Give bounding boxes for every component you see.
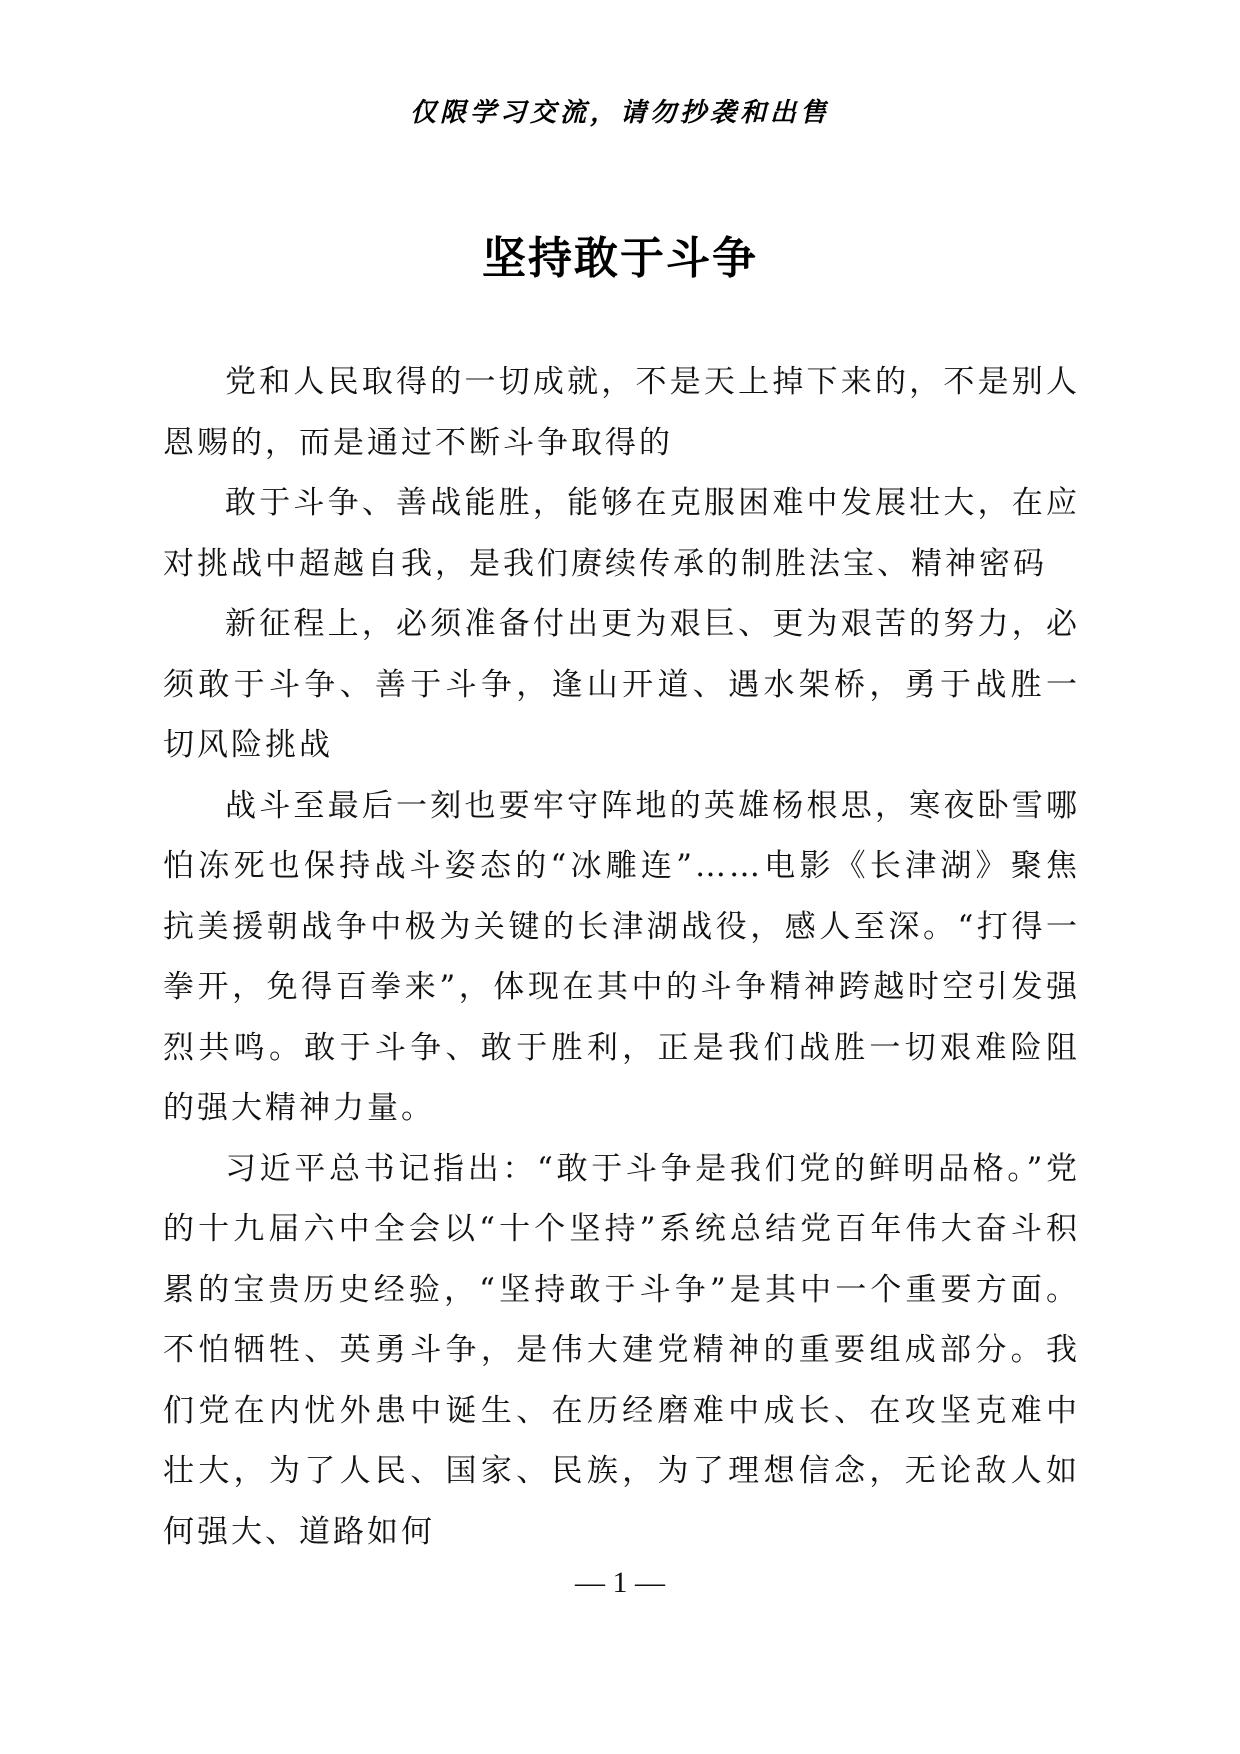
paragraph: 战斗至最后一刻也要牢守阵地的英雄杨根思，寒夜卧雪哪怕冻死也保持战斗姿态的“冰雕连”……电影《长津湖》聚焦抗美援朝战争中极为关键的长津湖战役，感人至深。“打得一拳开，免得百拳来”，体现在其中的斗争精神跨越时空引发强烈共鸣。敢于斗争、敢于胜利，正是我们战胜一切艰难险阻的强大精神力量。 — [163, 787, 1080, 1126]
page-number: — 1 — — [575, 1566, 665, 1599]
document-title: 坚持敢于斗争 — [482, 233, 758, 284]
document-body — [163, 352, 1080, 1562]
paragraph: 新征程上，必须准备付出更为艰巨、更为艰苦的努力，必须敢于斗争、善于斗争，逢山开道、遇水架桥，勇于战胜一切风险挑战 — [163, 606, 1080, 763]
paragraph: 习近平总书记指出：“敢于斗争是我们党的鲜明品格。”党的十九届六中全会以“十个坚持”系统总结党百年伟大奋斗积累的宝贵历史经验，“坚持敢于斗争”是其中一个重要方面。不怕牺牲、英勇斗争，是伟大建党精神的重要组成部分。我们党在内忧外患中诞生、在历经磨难中成长、在攻坚克难中壮大，为了人民、国家、民族，为了理想信念，无论敌人如何强大、道路如何 — [163, 1150, 1080, 1550]
header-notice: 仅限学习交流，请勿抄袭和出售 — [409, 98, 830, 128]
paragraph: 党和人民取得的一切成就，不是天上掉下来的，不是别人恩赐的，而是通过不断斗争取得的 — [163, 364, 1080, 461]
paragraph: 敢于斗争、善战能胜，能够在克服困难中发展壮大，在应对挑战中超越自我，是我们赓续传承的制胜法宝、精神密码 — [163, 485, 1080, 582]
